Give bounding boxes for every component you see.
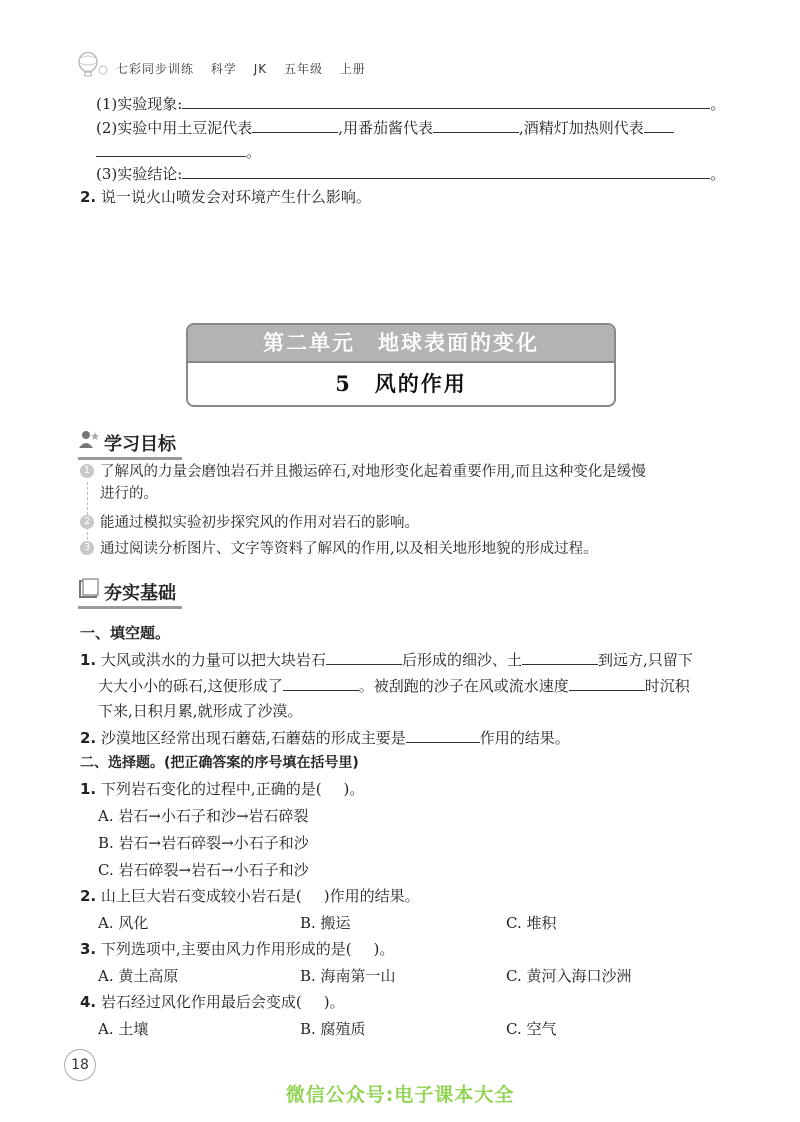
heading-underline <box>78 606 182 609</box>
choice-q3-option-b: B. 海南第一山 <box>300 967 396 985</box>
answer-blank[interactable] <box>644 116 674 133</box>
fill-q1-text-e: 。被刮跑的沙子在风或流水速度 <box>358 677 569 695</box>
subject: 科学 <box>210 62 237 76</box>
choice-q2-option-c: C. 堆积 <box>506 914 557 932</box>
answer-blank[interactable] <box>522 648 598 665</box>
period: 。 <box>710 95 726 113</box>
answer-blank[interactable] <box>326 648 402 665</box>
choice-q3-stem-b: )。 <box>373 940 395 958</box>
prev-q1-2 <box>96 116 730 139</box>
answer-blank[interactable] <box>569 674 645 691</box>
choice-q2-stem <box>80 885 730 907</box>
prev-q1-3-label: (3)实验结论: <box>96 165 183 183</box>
goal-item-3 <box>80 538 598 560</box>
choice-q1-stem <box>80 778 730 800</box>
fill-q1-text-b: 后形成的细沙、土 <box>401 651 522 669</box>
choice-q2-option-b: B. 搬运 <box>300 914 351 932</box>
unit-title: 第二单元 地球表面的变化 <box>188 325 614 363</box>
choice-q4-option-c: C. 空气 <box>506 1020 557 1038</box>
choice-q2-option-a: A. 风化 <box>98 914 149 932</box>
fill-q1-text-d: 大大小小的砾石,这便形成了 <box>98 677 283 695</box>
choice-q1-option-a: A. 岩石→小石子和沙→岩石碎裂 <box>98 807 309 825</box>
fill-q2 <box>80 726 730 749</box>
series-name: 七彩同步训练 <box>116 62 195 76</box>
choice-q2-stem-b: )作用的结果。 <box>323 887 420 905</box>
prev-q1-2-cont <box>96 140 730 163</box>
answer-blank[interactable] <box>406 726 480 743</box>
basics-heading <box>78 579 176 605</box>
fill-q2-text-a: 沙漠地区经常出现石蘑菇,石蘑菇的形成主要是 <box>100 729 406 747</box>
choice-q3-stem <box>80 938 730 960</box>
heading-underline <box>78 457 182 460</box>
goal-badge: 3 <box>80 541 94 555</box>
choice-q1-stem-a: 下列岩石变化的过程中,正确的是( <box>100 780 322 798</box>
edition: JK <box>253 62 268 76</box>
question-number: 1. <box>80 780 97 798</box>
goals-heading-text: 学习目标 <box>104 434 176 455</box>
book-icon <box>78 578 100 600</box>
prev-q1-1-label: (1)实验现象: <box>96 95 183 113</box>
period: 。 <box>246 143 262 161</box>
goal-item-2 <box>80 512 419 534</box>
question-number: 2. <box>80 887 97 905</box>
running-header <box>116 60 378 77</box>
period: 。 <box>710 165 726 183</box>
goal-text: 了解风的力量会磨蚀岩石并且搬运碎石,对地形变化起着重要作用,而且这种变化是缓慢 <box>100 464 646 480</box>
page-number: 18 <box>64 1049 96 1081</box>
fill-q1-line2 <box>98 674 730 697</box>
goal-badge: 2 <box>80 515 94 529</box>
fill-q1-text-c: 到远方,只留下 <box>597 651 693 669</box>
prev-q1-3 <box>96 162 730 185</box>
question-number: 2. <box>80 188 97 206</box>
part1-heading: 一、填空题。 <box>80 624 171 642</box>
fill-q1-text-f: 时沉积 <box>644 677 690 695</box>
question-number: 4. <box>80 993 97 1011</box>
answer-blank[interactable] <box>182 92 710 109</box>
answer-blank[interactable] <box>96 140 246 157</box>
fill-q1-line1 <box>80 648 730 671</box>
answer-blank[interactable] <box>283 674 359 691</box>
goal-badge: 1 <box>80 464 94 478</box>
choice-q3-option-c: C. 黄河入海口沙洲 <box>506 967 632 985</box>
unit-title-box <box>186 323 616 407</box>
choice-q4-stem-a: 岩石经过风化作用最后会变成( <box>100 993 302 1011</box>
learner-icon <box>78 429 100 451</box>
answer-blank[interactable] <box>433 116 519 133</box>
answer-blank[interactable] <box>252 116 338 133</box>
prev-q1-2a: (2)实验中用土豆泥代表 <box>96 119 253 137</box>
fill-q2-text-b: 作用的结果。 <box>479 729 570 747</box>
lesson-title: 5 风的作用 <box>335 371 467 396</box>
prev-q1-2c: ,酒精灯加热则代表 <box>519 119 644 137</box>
question-number: 3. <box>80 940 97 958</box>
choice-q2-stem-a: 山上巨大岩石变成较小岩石是( <box>100 887 302 905</box>
answer-blank[interactable] <box>182 162 710 179</box>
choice-q3-option-a: A. 黄土高原 <box>98 967 179 985</box>
prev-q2-text: 说一说火山喷发会对环境产生什么影响。 <box>100 188 371 206</box>
goal-item-1 <box>80 461 646 505</box>
choice-q4-option-b: B. 腐殖质 <box>300 1020 366 1038</box>
choice-q1-stem-b: )。 <box>343 780 365 798</box>
choice-q4-stem <box>80 991 730 1013</box>
goal-text: 能通过模拟实验初步探究风的作用对岩石的影响。 <box>100 515 419 531</box>
question-number: 2. <box>80 729 97 747</box>
part2-heading: 二、选择题。(把正确答案的序号填在括号里) <box>80 755 359 771</box>
basics-heading-text: 夯实基础 <box>104 583 176 604</box>
choice-q1-option-c: C. 岩石碎裂→岩石→小石子和沙 <box>98 861 309 879</box>
goal-text: 通过阅读分析图片、文字等资料了解风的作用,以及相关地形地貌的形成过程。 <box>100 541 598 557</box>
choice-q4-option-a: A. 土壤 <box>98 1020 149 1038</box>
fill-q1-text-a: 大风或洪水的力量可以把大块岩石 <box>100 651 326 669</box>
choice-q1-option-b: B. 岩石→岩石碎裂→小石子和沙 <box>98 834 309 852</box>
grade: 五年级 <box>283 62 323 76</box>
volume: 上册 <box>339 62 366 76</box>
goal-text-cont: 进行的。 <box>100 486 158 502</box>
prev-q1-2b: ,用番茄酱代表 <box>338 119 434 137</box>
choice-q3-stem-a: 下列选项中,主要由风力作用形成的是( <box>100 940 352 958</box>
question-number: 1. <box>80 651 97 669</box>
prev-q1-1 <box>96 92 730 115</box>
prev-q2 <box>80 186 730 208</box>
goals-heading <box>78 430 176 456</box>
choice-q4-stem-b: )。 <box>323 993 345 1011</box>
fill-q1-text-g: 下来,日积月累,就形成了沙漠。 <box>98 702 303 720</box>
hot-air-balloon-icon <box>76 52 110 78</box>
fill-q1-line3 <box>98 700 730 722</box>
wechat-watermark: 微信公众号:电子课本大全 <box>285 1084 515 1106</box>
